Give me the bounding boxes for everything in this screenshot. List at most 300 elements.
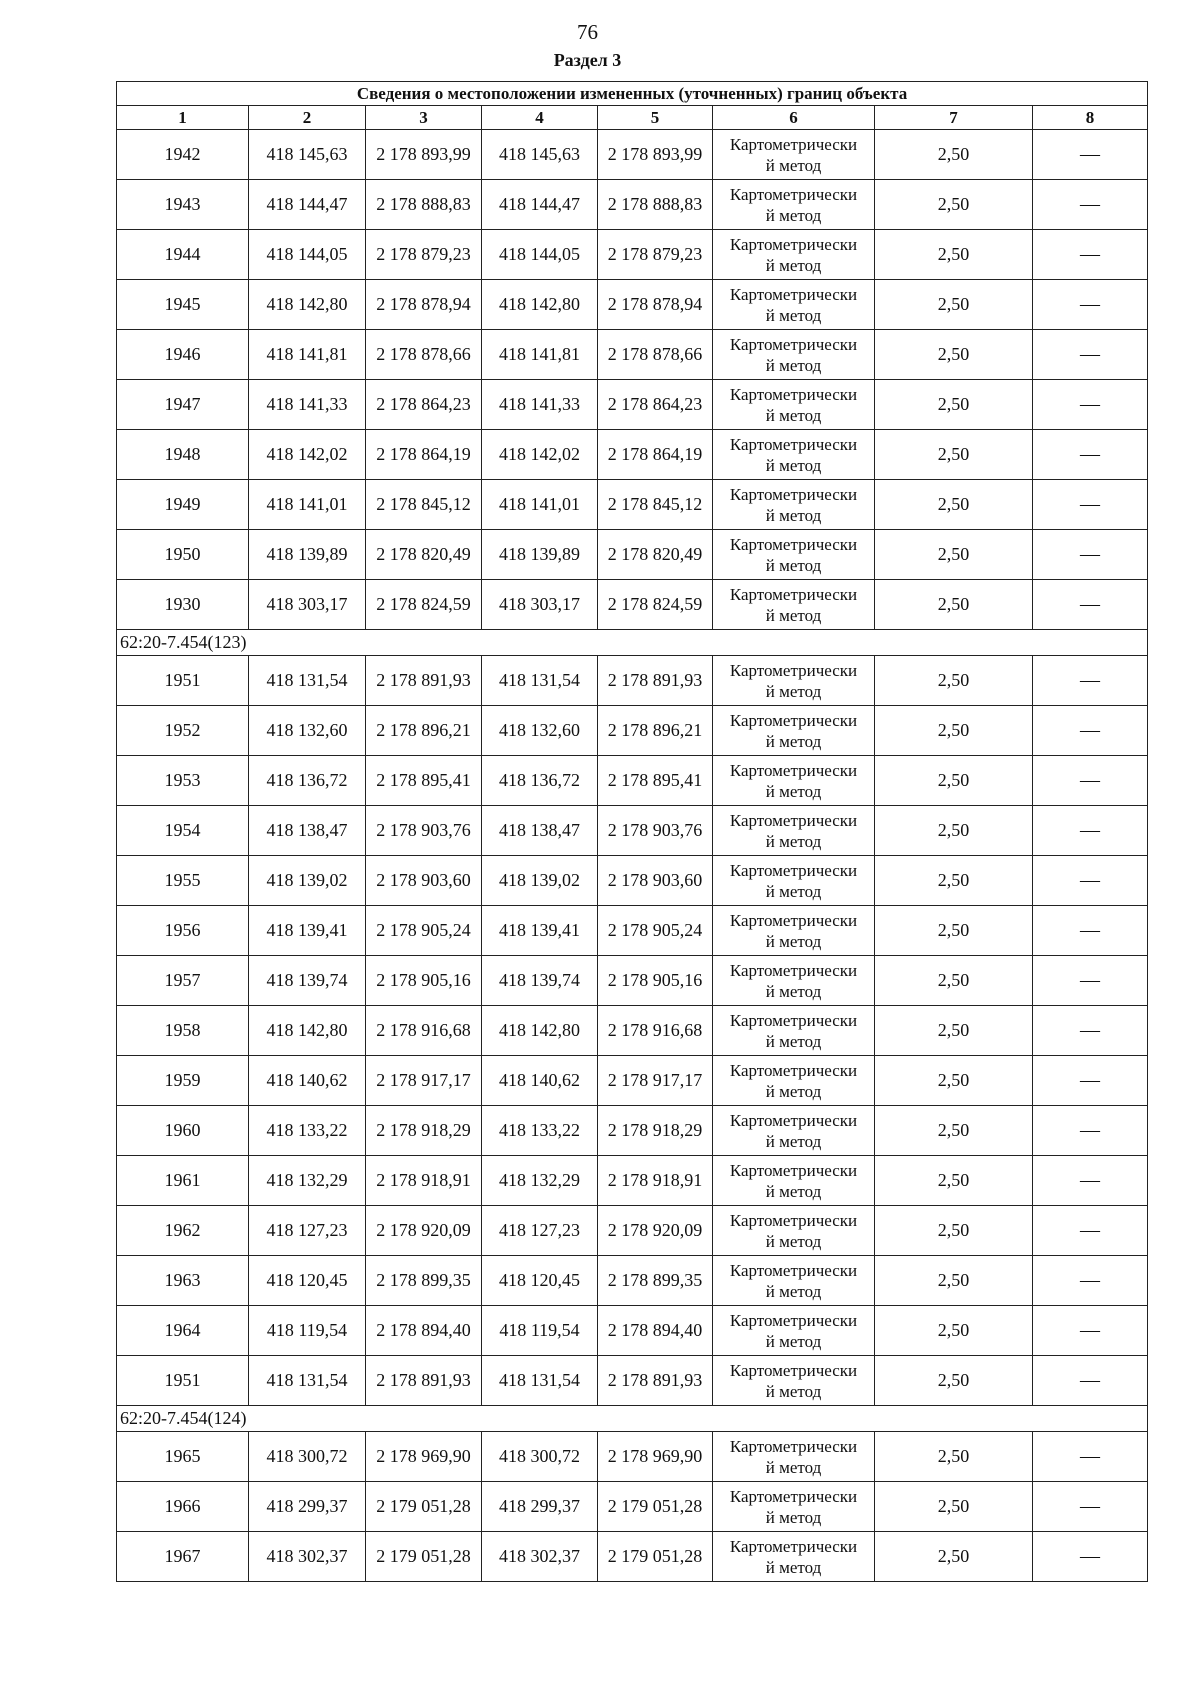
cell-x-old: 418 139,89 xyxy=(249,530,366,580)
group-row xyxy=(117,1406,1148,1432)
cell-y-old: 2 178 845,12 xyxy=(366,480,482,530)
cell-point: 1949 xyxy=(117,480,249,530)
cell-point: 1965 xyxy=(117,1432,249,1482)
cell-x-old: 418 138,47 xyxy=(249,806,366,856)
cell-x-new: 418 139,74 xyxy=(482,956,598,1006)
cell-x-new: 418 139,41 xyxy=(482,906,598,956)
cell-accuracy: 2,50 xyxy=(875,1256,1033,1306)
cell-point: 1947 xyxy=(117,380,249,430)
cell-method xyxy=(713,280,875,330)
cell-point: 1946 xyxy=(117,330,249,380)
cell-note: — xyxy=(1033,1256,1148,1306)
cell-x-new: 418 131,54 xyxy=(482,1356,598,1406)
cell-note: — xyxy=(1033,856,1148,906)
cell-accuracy: 2,50 xyxy=(875,1532,1033,1582)
cell-x-new: 418 132,60 xyxy=(482,706,598,756)
cell-y-old: 2 178 903,60 xyxy=(366,856,482,906)
cell-x-new: 418 302,37 xyxy=(482,1532,598,1582)
cell-note: — xyxy=(1033,1482,1148,1532)
cell-point: 1961 xyxy=(117,1156,249,1206)
cell-method xyxy=(713,1156,875,1206)
cell-note: — xyxy=(1033,1206,1148,1256)
method-line-1: Картометрически xyxy=(729,534,858,554)
table-row xyxy=(117,530,1148,580)
table-row xyxy=(117,330,1148,380)
cell-x-new: 418 141,01 xyxy=(482,480,598,530)
cell-point: 1930 xyxy=(117,580,249,630)
cell-y-new: 2 178 895,41 xyxy=(598,756,713,806)
cell-x-old: 418 131,54 xyxy=(249,656,366,706)
method-line-1: Картометрически xyxy=(729,1436,858,1456)
cell-note: — xyxy=(1033,906,1148,956)
group-label: 62:20-7.454(123) xyxy=(117,630,1148,656)
section-title: Раздел 3 xyxy=(553,50,622,70)
cell-x-new: 418 141,33 xyxy=(482,380,598,430)
cell-note: — xyxy=(1033,380,1148,430)
cell-method xyxy=(713,580,875,630)
cell-note: — xyxy=(1033,656,1148,706)
column-number-8: 8 xyxy=(1033,106,1148,130)
method-line-2: й метод xyxy=(765,1507,822,1527)
cell-x-old: 418 141,81 xyxy=(249,330,366,380)
cell-x-new: 418 120,45 xyxy=(482,1256,598,1306)
cell-y-old: 2 178 918,29 xyxy=(366,1106,482,1156)
cell-accuracy: 2,50 xyxy=(875,806,1033,856)
cell-point: 1948 xyxy=(117,430,249,480)
cell-note: — xyxy=(1033,1056,1148,1106)
method-line-2: й метод xyxy=(765,781,822,801)
cell-x-old: 418 141,01 xyxy=(249,480,366,530)
cell-x-new: 418 139,89 xyxy=(482,530,598,580)
cell-note: — xyxy=(1033,280,1148,330)
cell-y-new: 2 178 917,17 xyxy=(598,1056,713,1106)
cell-note: — xyxy=(1033,706,1148,756)
column-number-6: 6 xyxy=(713,106,875,130)
cell-y-old: 2 178 895,41 xyxy=(366,756,482,806)
cell-method xyxy=(713,330,875,380)
cell-y-new: 2 178 903,60 xyxy=(598,856,713,906)
cell-note: — xyxy=(1033,1156,1148,1206)
cell-y-old: 2 178 969,90 xyxy=(366,1432,482,1482)
cell-x-old: 418 142,80 xyxy=(249,280,366,330)
cell-y-new: 2 178 824,59 xyxy=(598,580,713,630)
cell-x-old: 418 144,47 xyxy=(249,180,366,230)
table-row xyxy=(117,1306,1148,1356)
cell-y-new: 2 178 891,93 xyxy=(598,656,713,706)
cell-y-new: 2 178 896,21 xyxy=(598,706,713,756)
method-line-1: Картометрически xyxy=(729,1486,858,1506)
cell-accuracy: 2,50 xyxy=(875,480,1033,530)
cell-accuracy: 2,50 xyxy=(875,856,1033,906)
cell-x-new: 418 144,05 xyxy=(482,230,598,280)
cell-x-old: 418 303,17 xyxy=(249,580,366,630)
table-row xyxy=(117,656,1148,706)
cell-note: — xyxy=(1033,956,1148,1006)
method-line-2: й метод xyxy=(765,405,822,425)
method-line-1: Картометрически xyxy=(729,910,858,930)
method-line-1: Картометрически xyxy=(729,710,858,730)
cell-note: — xyxy=(1033,580,1148,630)
method-line-1: Картометрически xyxy=(729,1360,858,1380)
cell-accuracy: 2,50 xyxy=(875,1106,1033,1156)
cell-x-old: 418 127,23 xyxy=(249,1206,366,1256)
cell-x-old: 418 144,05 xyxy=(249,230,366,280)
cell-point: 1966 xyxy=(117,1482,249,1532)
cell-method xyxy=(713,130,875,180)
cell-y-old: 2 178 920,09 xyxy=(366,1206,482,1256)
table-row xyxy=(117,230,1148,280)
cell-point: 1942 xyxy=(117,130,249,180)
cell-y-new: 2 178 878,94 xyxy=(598,280,713,330)
cell-y-new: 2 178 864,19 xyxy=(598,430,713,480)
cell-x-new: 418 133,22 xyxy=(482,1106,598,1156)
cell-y-new: 2 178 893,99 xyxy=(598,130,713,180)
cell-y-old: 2 178 917,17 xyxy=(366,1056,482,1106)
cell-method xyxy=(713,956,875,1006)
method-line-2: й метод xyxy=(765,1181,822,1201)
cell-accuracy: 2,50 xyxy=(875,906,1033,956)
cell-x-old: 418 299,37 xyxy=(249,1482,366,1532)
cell-note: — xyxy=(1033,180,1148,230)
cell-note: — xyxy=(1033,130,1148,180)
cell-accuracy: 2,50 xyxy=(875,656,1033,706)
cell-accuracy: 2,50 xyxy=(875,430,1033,480)
table-row xyxy=(117,180,1148,230)
cell-x-old: 418 142,80 xyxy=(249,1006,366,1056)
cell-x-new: 418 140,62 xyxy=(482,1056,598,1106)
method-line-2: й метод xyxy=(765,1081,822,1101)
method-line-2: й метод xyxy=(765,731,822,751)
method-line-1: Картометрически xyxy=(729,484,858,504)
method-line-2: й метод xyxy=(765,1131,822,1151)
cell-y-old: 2 178 903,76 xyxy=(366,806,482,856)
method-line-2: й метод xyxy=(765,505,822,525)
cell-x-old: 418 139,41 xyxy=(249,906,366,956)
group-row xyxy=(117,630,1148,656)
cell-y-old: 2 178 824,59 xyxy=(366,580,482,630)
method-line-2: й метод xyxy=(765,605,822,625)
cell-x-old: 418 145,63 xyxy=(249,130,366,180)
cell-point: 1950 xyxy=(117,530,249,580)
method-line-2: й метод xyxy=(765,1457,822,1477)
cell-method xyxy=(713,1256,875,1306)
cell-method xyxy=(713,430,875,480)
cell-method xyxy=(713,230,875,280)
method-line-1: Картометрически xyxy=(729,334,858,354)
cell-y-new: 2 179 051,28 xyxy=(598,1482,713,1532)
cell-y-new: 2 178 845,12 xyxy=(598,480,713,530)
table-header xyxy=(117,82,1148,130)
coordinates-table xyxy=(116,81,1148,1582)
cell-note: — xyxy=(1033,230,1148,280)
cell-accuracy: 2,50 xyxy=(875,1206,1033,1256)
cell-y-new: 2 178 864,23 xyxy=(598,380,713,430)
table-row xyxy=(117,1156,1148,1206)
table-row xyxy=(117,906,1148,956)
method-line-1: Картометрически xyxy=(729,1110,858,1130)
cell-y-new: 2 178 905,16 xyxy=(598,956,713,1006)
cell-note: — xyxy=(1033,480,1148,530)
table-row xyxy=(117,806,1148,856)
method-line-2: й метод xyxy=(765,881,822,901)
method-line-1: Картометрически xyxy=(729,810,858,830)
table-row xyxy=(117,856,1148,906)
cell-x-new: 418 299,37 xyxy=(482,1482,598,1532)
cell-y-new: 2 178 918,91 xyxy=(598,1156,713,1206)
method-line-2: й метод xyxy=(765,205,822,225)
method-line-1: Картометрически xyxy=(729,1536,858,1556)
cell-x-old: 418 142,02 xyxy=(249,430,366,480)
cell-accuracy: 2,50 xyxy=(875,1006,1033,1056)
table-row xyxy=(117,1006,1148,1056)
cell-x-old: 418 141,33 xyxy=(249,380,366,430)
cell-x-new: 418 300,72 xyxy=(482,1432,598,1482)
cell-method xyxy=(713,1356,875,1406)
method-line-1: Картометрически xyxy=(729,760,858,780)
table-row xyxy=(117,1106,1148,1156)
cell-accuracy: 2,50 xyxy=(875,380,1033,430)
cell-note: — xyxy=(1033,530,1148,580)
cell-y-old: 2 178 879,23 xyxy=(366,230,482,280)
column-number-1: 1 xyxy=(117,106,249,130)
cell-point: 1964 xyxy=(117,1306,249,1356)
method-line-1: Картометрически xyxy=(729,234,858,254)
cell-x-new: 418 139,02 xyxy=(482,856,598,906)
cell-method xyxy=(713,806,875,856)
table-body xyxy=(117,130,1148,1582)
cell-x-old: 418 136,72 xyxy=(249,756,366,806)
cell-x-old: 418 139,02 xyxy=(249,856,366,906)
table-row xyxy=(117,580,1148,630)
cell-x-old: 418 120,45 xyxy=(249,1256,366,1306)
method-line-1: Картометрически xyxy=(729,384,858,404)
column-number-2: 2 xyxy=(249,106,366,130)
table-row xyxy=(117,280,1148,330)
method-line-1: Картометрически xyxy=(729,584,858,604)
cell-x-old: 418 131,54 xyxy=(249,1356,366,1406)
cell-accuracy: 2,50 xyxy=(875,1356,1033,1406)
cell-y-old: 2 178 916,68 xyxy=(366,1006,482,1056)
method-line-2: й метод xyxy=(765,931,822,951)
cell-y-old: 2 178 864,19 xyxy=(366,430,482,480)
cell-x-old: 418 132,60 xyxy=(249,706,366,756)
cell-y-old: 2 178 820,49 xyxy=(366,530,482,580)
cell-accuracy: 2,50 xyxy=(875,130,1033,180)
group-label: 62:20-7.454(124) xyxy=(117,1406,1148,1432)
cell-point: 1954 xyxy=(117,806,249,856)
cell-method xyxy=(713,1482,875,1532)
method-line-2: й метод xyxy=(765,355,822,375)
cell-x-old: 418 133,22 xyxy=(249,1106,366,1156)
cell-y-old: 2 178 891,93 xyxy=(366,656,482,706)
cell-x-old: 418 139,74 xyxy=(249,956,366,1006)
cell-method xyxy=(713,480,875,530)
cell-accuracy: 2,50 xyxy=(875,756,1033,806)
cell-y-new: 2 178 888,83 xyxy=(598,180,713,230)
cell-method xyxy=(713,1056,875,1106)
cell-y-new: 2 178 879,23 xyxy=(598,230,713,280)
cell-y-old: 2 178 894,40 xyxy=(366,1306,482,1356)
cell-y-old: 2 178 905,16 xyxy=(366,956,482,1006)
cell-x-new: 418 127,23 xyxy=(482,1206,598,1256)
cell-note: — xyxy=(1033,1006,1148,1056)
method-line-1: Картометрически xyxy=(729,284,858,304)
cell-accuracy: 2,50 xyxy=(875,1156,1033,1206)
cell-note: — xyxy=(1033,756,1148,806)
cell-y-new: 2 178 916,68 xyxy=(598,1006,713,1056)
cell-x-old: 418 140,62 xyxy=(249,1056,366,1106)
cell-note: — xyxy=(1033,1306,1148,1356)
method-line-2: й метод xyxy=(765,1557,822,1577)
cell-y-old: 2 178 864,23 xyxy=(366,380,482,430)
page-number: 76 xyxy=(577,20,598,44)
cell-accuracy: 2,50 xyxy=(875,230,1033,280)
table-row xyxy=(117,1482,1148,1532)
table-row xyxy=(117,430,1148,480)
cell-y-new: 2 178 905,24 xyxy=(598,906,713,956)
cell-method xyxy=(713,1532,875,1582)
cell-point: 1944 xyxy=(117,230,249,280)
cell-method xyxy=(713,1432,875,1482)
method-line-1: Картометрически xyxy=(729,1010,858,1030)
column-number-4: 4 xyxy=(482,106,598,130)
cell-point: 1959 xyxy=(117,1056,249,1106)
cell-y-new: 2 178 820,49 xyxy=(598,530,713,580)
table-row xyxy=(117,480,1148,530)
cell-y-new: 2 178 918,29 xyxy=(598,1106,713,1156)
cell-method xyxy=(713,1106,875,1156)
cell-point: 1951 xyxy=(117,656,249,706)
method-line-1: Картометрически xyxy=(729,1060,858,1080)
cell-y-old: 2 178 899,35 xyxy=(366,1256,482,1306)
cell-y-old: 2 179 051,28 xyxy=(366,1482,482,1532)
cell-x-new: 418 131,54 xyxy=(482,656,598,706)
cell-method xyxy=(713,1006,875,1056)
cell-method xyxy=(713,856,875,906)
cell-x-new: 418 142,80 xyxy=(482,280,598,330)
cell-point: 1955 xyxy=(117,856,249,906)
method-line-2: й метод xyxy=(765,981,822,1001)
cell-y-new: 2 178 903,76 xyxy=(598,806,713,856)
cell-method xyxy=(713,1306,875,1356)
cell-accuracy: 2,50 xyxy=(875,706,1033,756)
cell-y-old: 2 178 878,66 xyxy=(366,330,482,380)
cell-y-old: 2 178 905,24 xyxy=(366,906,482,956)
cell-x-new: 418 141,81 xyxy=(482,330,598,380)
cell-accuracy: 2,50 xyxy=(875,530,1033,580)
cell-method xyxy=(713,380,875,430)
cell-y-old: 2 178 891,93 xyxy=(366,1356,482,1406)
method-line-1: Картометрически xyxy=(729,860,858,880)
cell-accuracy: 2,50 xyxy=(875,956,1033,1006)
cell-accuracy: 2,50 xyxy=(875,180,1033,230)
cell-y-new: 2 178 969,90 xyxy=(598,1432,713,1482)
cell-note: — xyxy=(1033,1432,1148,1482)
table-row xyxy=(117,706,1148,756)
table-row xyxy=(117,1356,1148,1406)
cell-x-new: 418 119,54 xyxy=(482,1306,598,1356)
method-line-1: Картометрически xyxy=(729,184,858,204)
table-row xyxy=(117,380,1148,430)
cell-x-new: 418 132,29 xyxy=(482,1156,598,1206)
cell-point: 1945 xyxy=(117,280,249,330)
cell-x-new: 418 142,02 xyxy=(482,430,598,480)
table-row xyxy=(117,1206,1148,1256)
table-row xyxy=(117,1532,1148,1582)
cell-x-old: 418 132,29 xyxy=(249,1156,366,1206)
cell-accuracy: 2,50 xyxy=(875,580,1033,630)
cell-x-old: 418 119,54 xyxy=(249,1306,366,1356)
method-line-1: Картометрически xyxy=(729,1310,858,1330)
cell-point: 1960 xyxy=(117,1106,249,1156)
cell-accuracy: 2,50 xyxy=(875,1056,1033,1106)
method-line-1: Картометрически xyxy=(729,960,858,980)
cell-point: 1957 xyxy=(117,956,249,1006)
cell-point: 1943 xyxy=(117,180,249,230)
cell-note: — xyxy=(1033,1532,1148,1582)
method-line-2: й метод xyxy=(765,1231,822,1251)
cell-y-new: 2 178 899,35 xyxy=(598,1256,713,1306)
cell-x-new: 418 303,17 xyxy=(482,580,598,630)
cell-point: 1956 xyxy=(117,906,249,956)
method-line-2: й метод xyxy=(765,255,822,275)
cell-y-new: 2 178 891,93 xyxy=(598,1356,713,1406)
cell-x-new: 418 145,63 xyxy=(482,130,598,180)
method-line-1: Картометрически xyxy=(729,1160,858,1180)
cell-y-old: 2 178 918,91 xyxy=(366,1156,482,1206)
cell-note: — xyxy=(1033,330,1148,380)
cell-x-old: 418 302,37 xyxy=(249,1532,366,1582)
table-row xyxy=(117,1056,1148,1106)
table-row xyxy=(117,1256,1148,1306)
column-numbers-row xyxy=(117,106,1148,130)
cell-accuracy: 2,50 xyxy=(875,330,1033,380)
method-line-1: Картометрически xyxy=(729,434,858,454)
cell-y-old: 2 178 888,83 xyxy=(366,180,482,230)
method-line-2: й метод xyxy=(765,1381,822,1401)
table-row xyxy=(117,756,1148,806)
cell-method xyxy=(713,530,875,580)
method-line-2: й метод xyxy=(765,681,822,701)
cell-x-new: 418 138,47 xyxy=(482,806,598,856)
method-line-2: й метод xyxy=(765,831,822,851)
cell-x-new: 418 136,72 xyxy=(482,756,598,806)
column-number-7: 7 xyxy=(875,106,1033,130)
cell-point: 1953 xyxy=(117,756,249,806)
cell-point: 1962 xyxy=(117,1206,249,1256)
table-row xyxy=(117,1432,1148,1482)
cell-x-old: 418 300,72 xyxy=(249,1432,366,1482)
cell-y-new: 2 178 894,40 xyxy=(598,1306,713,1356)
table-caption: Сведения о местоположении измененных (уточненных) границ объекта xyxy=(117,82,1148,106)
cell-method xyxy=(713,906,875,956)
cell-y-old: 2 178 893,99 xyxy=(366,130,482,180)
cell-x-new: 418 142,80 xyxy=(482,1006,598,1056)
cell-point: 1967 xyxy=(117,1532,249,1582)
cell-y-new: 2 178 920,09 xyxy=(598,1206,713,1256)
cell-method xyxy=(713,656,875,706)
cell-point: 1958 xyxy=(117,1006,249,1056)
cell-note: — xyxy=(1033,430,1148,480)
method-line-2: й метод xyxy=(765,305,822,325)
method-line-1: Картометрически xyxy=(729,1210,858,1230)
method-line-2: й метод xyxy=(765,455,822,475)
method-line-2: й метод xyxy=(765,555,822,575)
cell-accuracy: 2,50 xyxy=(875,280,1033,330)
cell-y-old: 2 179 051,28 xyxy=(366,1532,482,1582)
table-row xyxy=(117,956,1148,1006)
cell-x-new: 418 144,47 xyxy=(482,180,598,230)
